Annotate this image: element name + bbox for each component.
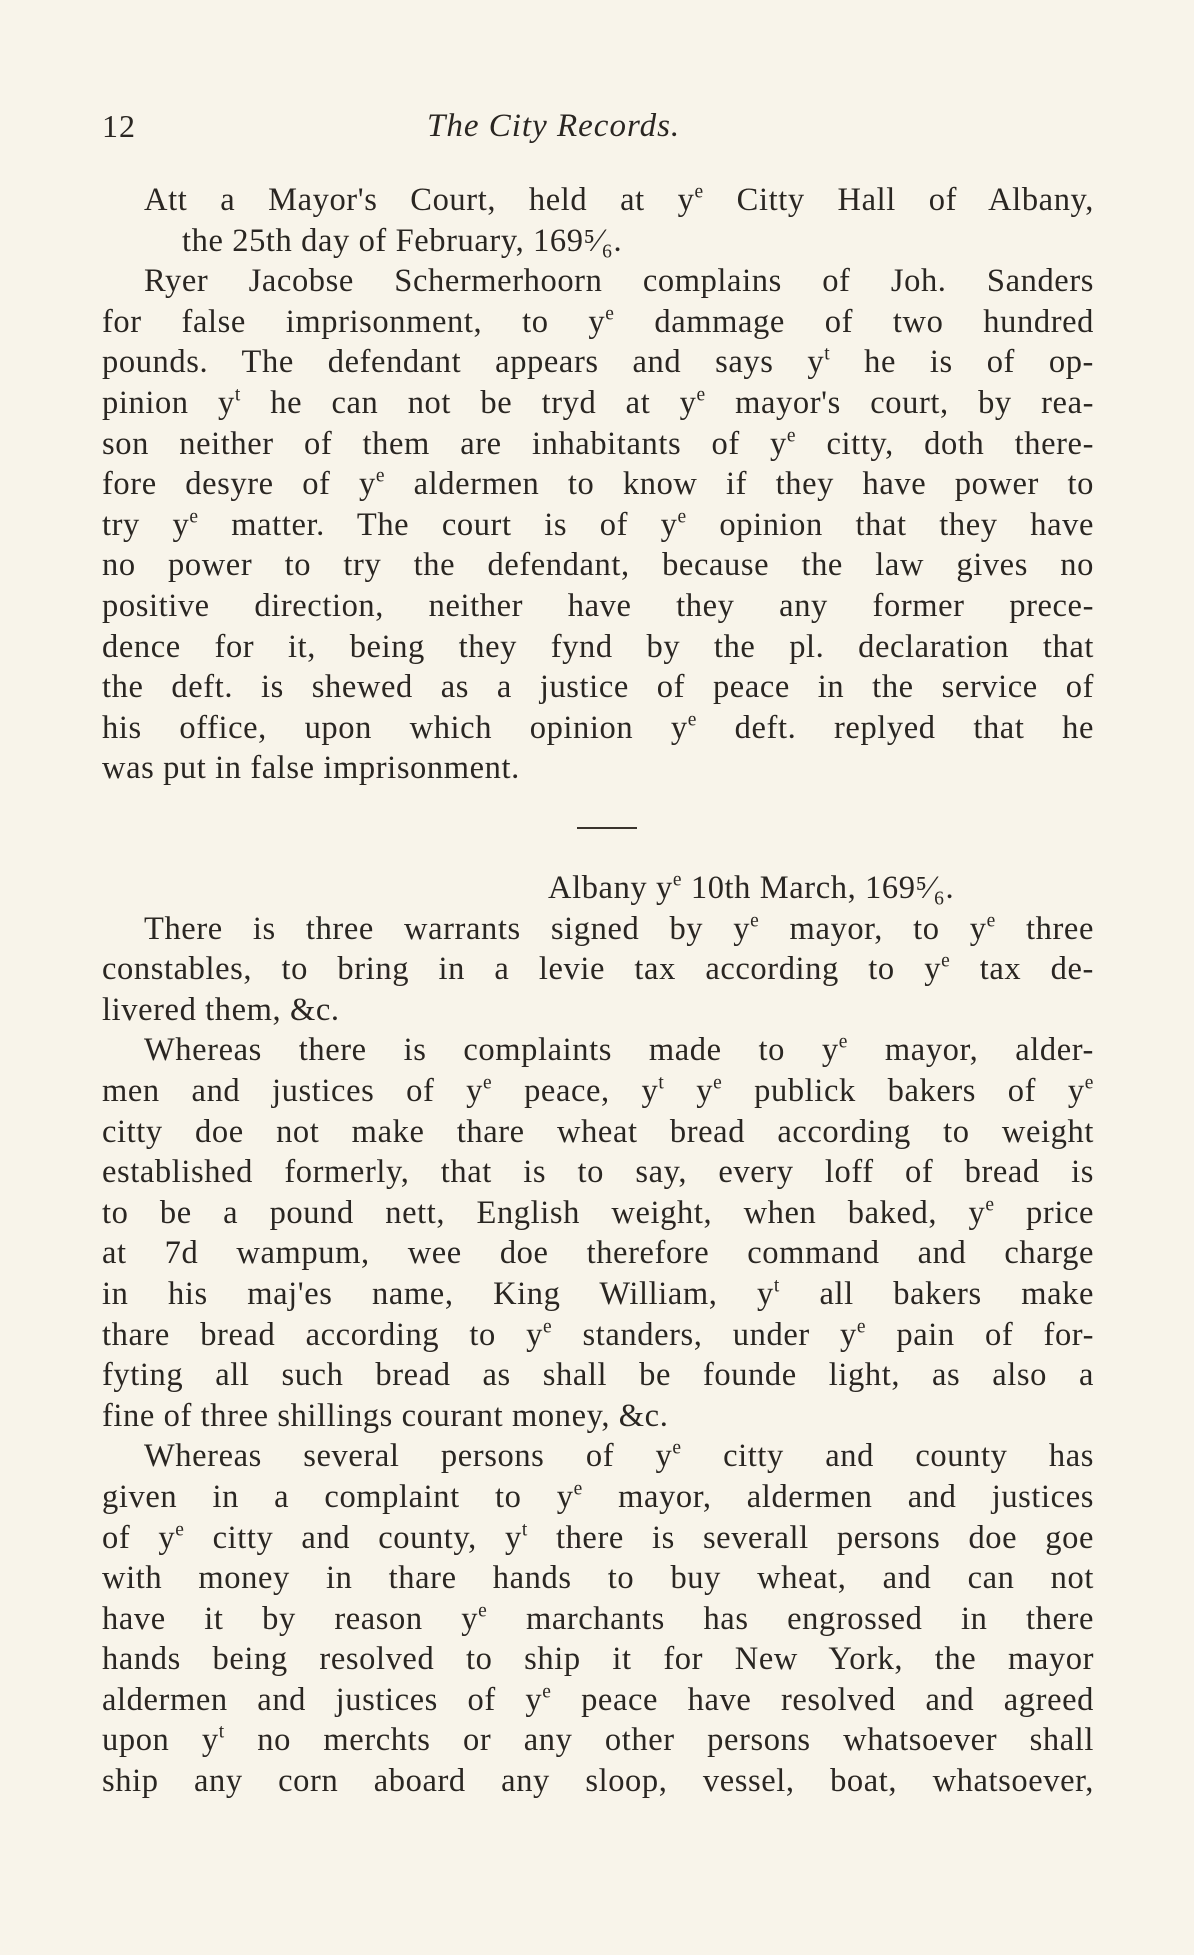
text-line: There is three warrants signed by $y^e$ mayor, to $y^e$ three — [144, 909, 1094, 947]
text-line: for false imprisonment, to $y^e$ dammage of two hundred — [102, 303, 1094, 340]
text-line: with money in thare hands to buy wheat, and can not — [102, 1560, 1094, 1597]
text-line: positive direction, neither have they any former prece- — [102, 587, 1094, 624]
entry-dateline: Albany $y^e$ 10th March, 169⁵⁄₆. — [548, 869, 955, 906]
text-line: was put in false imprisonment. — [102, 750, 520, 787]
text-line: given in a complaint to $y^e$ mayor, aldermen and justices — [102, 1478, 1094, 1515]
section-divider — [577, 827, 637, 829]
text-line: pinion $y^t$ he can not be tryd at $y^e$ mayor's court, by rea- — [102, 384, 1095, 421]
text-line: fyting all such bread as shall be founde light, as also a — [102, 1357, 1094, 1394]
text-line: have it by reason $y^e$ marchants has engrossed in there — [102, 1600, 1094, 1637]
text-line: to be a pound nett, English weight, when baked, $y^e$ price — [102, 1194, 1094, 1231]
text-line: try $y^e$ matter. The court is of $y^e$ opinion that they have — [102, 506, 1095, 543]
text-line: the 25th day of February, 169⁵⁄₆. — [182, 222, 623, 259]
text-line: Whereas several persons of $y^e$ citty and county has — [144, 1437, 1094, 1475]
text-line: his office, upon which opinion $y^e$ deft. replyed that he — [102, 709, 1094, 746]
text-line: Whereas there is complaints made to $y^e$ mayor, alder- — [144, 1031, 1094, 1069]
text-line: the deft. is shewed as a justice of peace in the service of — [102, 669, 1094, 706]
text-line: men and justices of $y^e$ peace, $y^t$ $y^e$ publick bakers of $y^e$ — [102, 1072, 1094, 1109]
text-line: pounds. The defendant appears and says $y^t$ he is of op- — [102, 343, 1094, 381]
running-title: The City Records. — [427, 108, 681, 144]
text-line: thare bread according to $y^e$ standers, under $y^e$ pain of for- — [102, 1315, 1094, 1353]
albany-march-entry — [102, 868, 1094, 1802]
text-line: established formerly, that is to say, every loff of bread is — [102, 1154, 1094, 1191]
text-line: no power to try the defendant, because the law gives no — [102, 547, 1094, 584]
text-line: in his maj'es name, King William, $y^t$ all bakers make — [102, 1275, 1094, 1312]
text-line: upon $y^t$ no merchts or any other persons whatsoever shall — [102, 1721, 1094, 1759]
text-line: citty doe not make thare wheat bread according to weight — [102, 1113, 1094, 1150]
mayors-court-entry — [102, 180, 1094, 789]
text-line: fore desyre of $y^e$ aldermen to know if they have power to — [102, 465, 1094, 503]
text-line: constables, to bring in a levie tax according to $y^e$ tax de- — [102, 950, 1094, 988]
text-line: Ryer Jacobse Schermerhoorn complains of Joh. Sanders — [144, 263, 1094, 300]
text-line: Att a Mayor's Court, held at $y^e$ Citty Hall of Albany, — [144, 181, 1095, 218]
text-line: livered them, &c. — [102, 991, 340, 1028]
text-line: son neither of them are inhabitants of $y^e$ citty, doth there- — [102, 424, 1094, 462]
text-line: at 7d wampum, wee doe therefore command and charge — [102, 1235, 1094, 1272]
text-line: dence for it, being they fynd by the pl. declaration that — [102, 628, 1094, 665]
text-line: ship any corn aboard any sloop, vessel, boat, whatsoever, — [102, 1763, 1094, 1800]
text-line: of $y^e$ citty and county, $y^t$ there is severall persons doe goe — [102, 1518, 1094, 1556]
text-line: fine of three shillings courant money, &c. — [102, 1397, 669, 1434]
page-number: 12 — [102, 108, 136, 144]
text-line: aldermen and justices of $y^e$ peace have resolved and agreed — [102, 1681, 1094, 1718]
page-header — [102, 108, 1092, 158]
text-line: hands being resolved to ship it for New York, the mayor — [102, 1641, 1094, 1678]
